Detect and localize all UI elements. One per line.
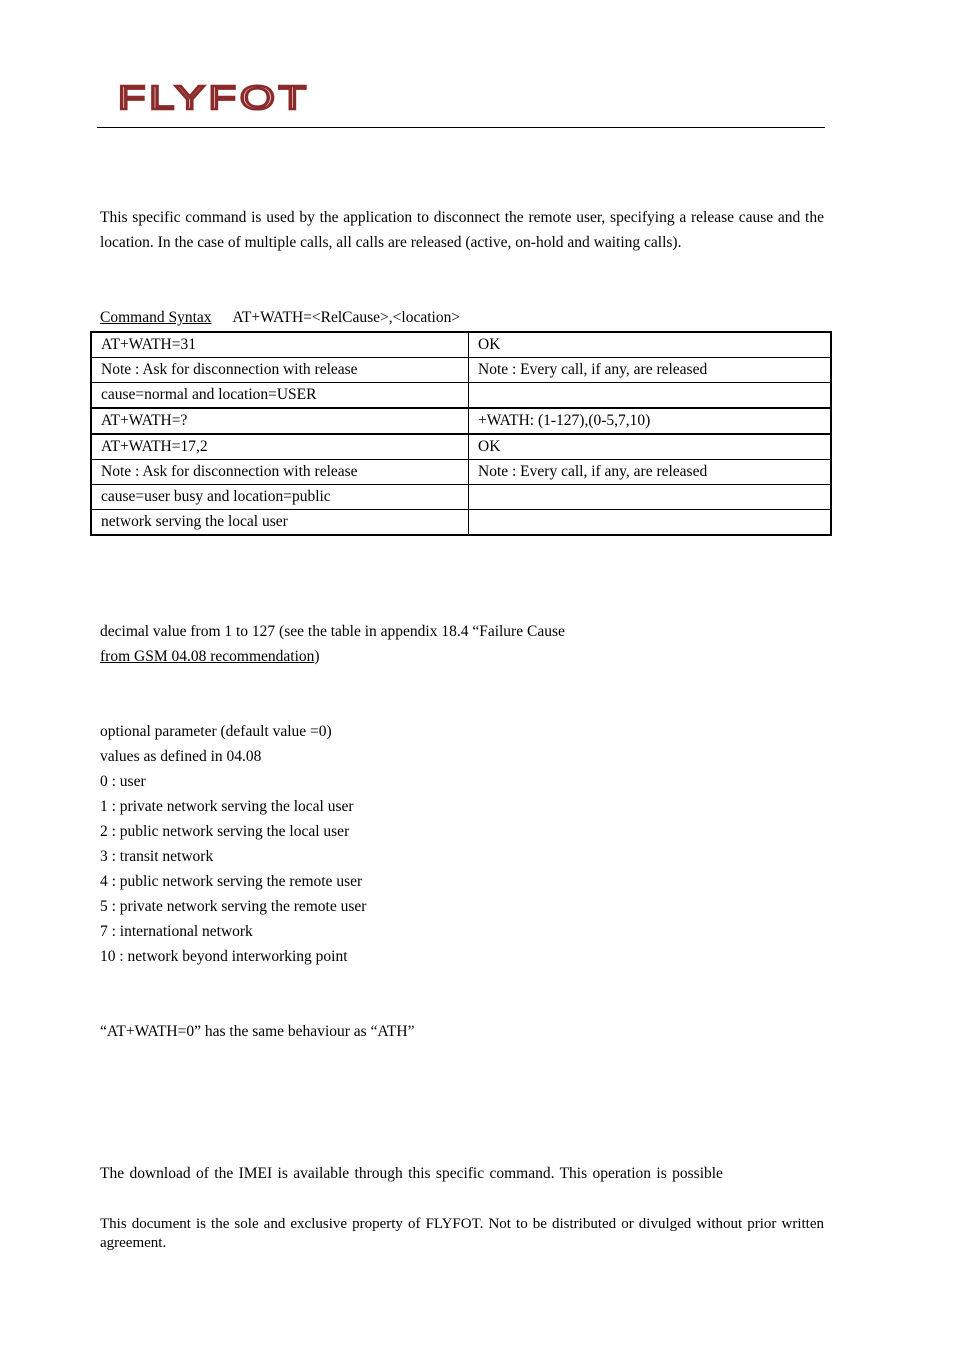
table-cell-command: network serving the local user: [91, 510, 469, 536]
table-cell-response: +WATH: (1-127),(0-5,7,10): [469, 408, 832, 434]
table-cell-response: Note : Every call, if any, are released: [469, 358, 832, 383]
command-example-table: [90, 331, 832, 536]
table-cell-command: AT+WATH=?: [91, 408, 469, 434]
table-cell-command: Note : Ask for disconnection with release: [91, 358, 469, 383]
location-line: 4 : public network serving the remote user: [100, 873, 363, 890]
location-line: 3 : transit network: [100, 848, 214, 865]
table-row: [91, 408, 831, 434]
table-cell-command: AT+WATH=31: [91, 332, 469, 358]
command-syntax-label: Command Syntax: [100, 309, 212, 326]
table-row: [91, 358, 831, 383]
table-row: [91, 383, 831, 409]
table-cell-response: OK: [469, 332, 832, 358]
ath-equivalence-note: “AT+WATH=0” has the same behaviour as “ATH”: [100, 1023, 415, 1040]
command-syntax-value: AT+WATH=<RelCause>,<location>: [232, 309, 461, 326]
table-cell-response: [469, 485, 832, 510]
table-row: [91, 434, 831, 460]
table-row: [91, 460, 831, 485]
flyfot-logo: [118, 82, 312, 112]
relcause-line-1: decimal value from 1 to 127 (see the table in appendix 18.4 “Failure Cause: [100, 623, 565, 640]
location-line: values as defined in 04.08: [100, 748, 262, 765]
table-cell-response: Note : Every call, if any, are released: [469, 460, 832, 485]
gsm-recommendation-reference: from GSM 04.08 recommendation: [100, 648, 315, 665]
location-line: 7 : international network: [100, 923, 253, 940]
location-line: 2 : public network serving the local user: [100, 823, 350, 840]
table-cell-response: [469, 510, 832, 536]
location-line: 5 : private network serving the remote user: [100, 898, 367, 915]
command-syntax: [100, 308, 460, 328]
table-cell-command: cause=normal and location=USER: [91, 383, 469, 409]
imei-paragraph: The download of the IMEI is available through this specific command. This operation is possible: [100, 1165, 723, 1182]
table-cell-command: cause=user busy and location=public: [91, 485, 469, 510]
relcause-line-2: from GSM 04.08 recommendation): [100, 648, 320, 665]
table-cell-response: [469, 383, 832, 409]
location-line: 10 : network beyond interworking point: [100, 948, 348, 965]
table-cell-command: Note : Ask for disconnection with release: [91, 460, 469, 485]
table-cell-command: AT+WATH=17,2: [91, 434, 469, 460]
logo-text: FLYFOT: [118, 82, 310, 112]
confidentiality-footer: This document is the sole and exclusive property of FLYFOT. Not to be distributed or divulged without prior written agreement.: [100, 1216, 824, 1251]
table-row: [91, 485, 831, 510]
table-row: [91, 510, 831, 536]
intro-paragraph: This specific command is used by the application to disconnect the remote user, specifying a release cause and the location. In the case of multiple calls, all calls are released (active, on-hold and waiting calls).: [100, 209, 824, 251]
location-line: optional parameter (default value =0): [100, 723, 332, 740]
location-line: 1 : private network serving the local user: [100, 798, 354, 815]
location-line: 0 : user: [100, 773, 146, 790]
table-row: [91, 332, 831, 358]
header-rule: [97, 127, 825, 128]
table-cell-response: OK: [469, 434, 832, 460]
